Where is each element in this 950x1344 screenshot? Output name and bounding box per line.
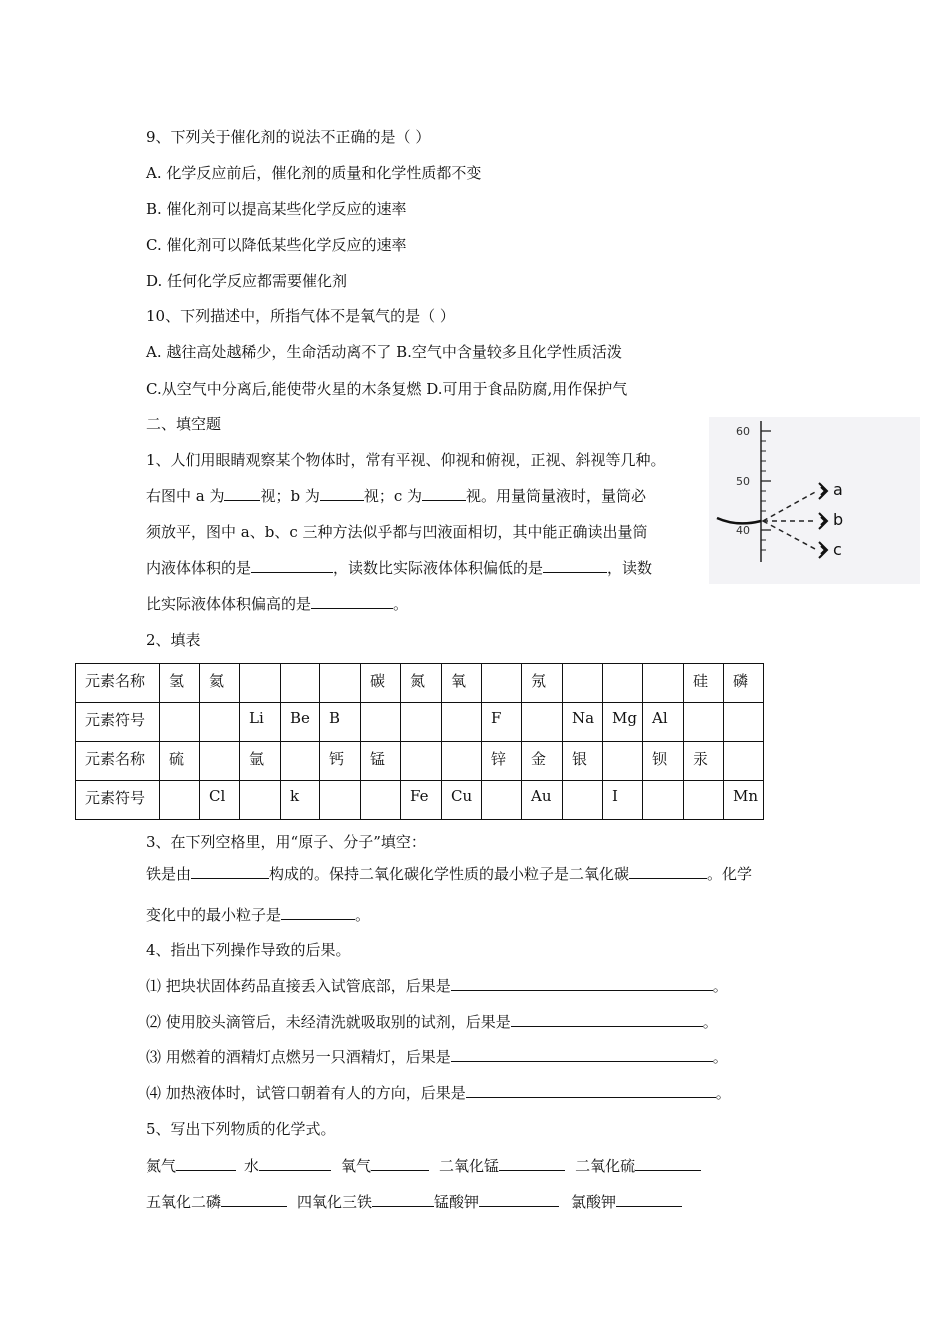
- eye-label-b: b: [833, 510, 844, 529]
- compound-name: 锰酸钾: [434, 1193, 480, 1211]
- table-cell[interactable]: [442, 703, 482, 742]
- element-table: [75, 663, 764, 820]
- table-cell: Mn: [724, 781, 764, 820]
- compound-name: 氧气: [341, 1157, 372, 1175]
- q10-stem: 10、下列描述中，所指气体不是氧气的是（ ）: [146, 307, 455, 325]
- answer-blank[interactable]: [466, 1083, 716, 1098]
- q10-options-ab: A. 越往高处越稀少，生命活动离不了 B.空气中含量较多且化学性质活泼: [146, 343, 622, 361]
- table-cell: 钡: [643, 742, 684, 781]
- table-cell: B: [320, 703, 361, 742]
- table-cell[interactable]: [522, 703, 563, 742]
- answer-blank[interactable]: [511, 1012, 703, 1027]
- compound-name: 五氧化二磷: [146, 1193, 222, 1211]
- eye-icon: [819, 542, 827, 558]
- compound-name: 二氧化硫: [575, 1157, 636, 1175]
- answer-blank[interactable]: [221, 1192, 287, 1207]
- table-row: [76, 781, 764, 820]
- f4-item-text: ⑶ 用燃着的酒精灯点燃另一只酒精灯，后果是: [146, 1048, 451, 1066]
- table-cell[interactable]: [200, 703, 240, 742]
- f4-item-1: [146, 976, 728, 996]
- f3-text: 构成的。保持二氧化碳化学性质的最小粒子是二氧化碳: [269, 865, 630, 883]
- answer-blank[interactable]: [311, 594, 393, 609]
- table-row: [76, 703, 764, 742]
- answer-blank[interactable]: [176, 1156, 236, 1171]
- f1-text: 视；c 为: [363, 487, 423, 505]
- f1-line3: 须放平，图中 a、b、c 三种方法似乎都与凹液面相切，其中能正确读出量筒: [146, 523, 648, 541]
- f4-item-text: ⑷ 加热液体时，试管口朝着有人的方向，后果是: [146, 1084, 466, 1102]
- table-cell[interactable]: [563, 664, 603, 703]
- table-cell: 氧: [442, 664, 482, 703]
- section-heading: 二、填空题: [146, 415, 222, 433]
- table-cell: Al: [643, 703, 684, 742]
- table-cell[interactable]: [281, 664, 320, 703]
- compound-name: 氯酸钾: [571, 1193, 617, 1211]
- f3-title: 3、在下列空格里，用“原子、分子”填空：: [146, 833, 426, 851]
- answer-blank[interactable]: [629, 864, 707, 879]
- table-cell[interactable]: [401, 742, 442, 781]
- eye-icon: [819, 513, 827, 529]
- table-cell: I: [603, 781, 643, 820]
- f4-end: 。: [712, 977, 728, 995]
- answer-blank[interactable]: [616, 1192, 682, 1207]
- f4-title: 4、指出下列操作导致的后果。: [146, 941, 351, 959]
- table-cell[interactable]: [240, 664, 281, 703]
- table-cell[interactable]: [401, 703, 442, 742]
- cylinder-diagram: [709, 417, 920, 584]
- f3-line1: [146, 864, 752, 884]
- sightline-a: [763, 491, 817, 521]
- table-cell: Cl: [200, 781, 240, 820]
- tick-label: 50: [736, 475, 750, 488]
- table-cell[interactable]: [643, 781, 684, 820]
- f4-item-text: ⑴ 把块状固体药品直接丢入试管底部，后果是: [146, 977, 451, 995]
- table-cell[interactable]: [160, 703, 200, 742]
- table-row: [76, 664, 764, 703]
- q9-option-b: B. 催化剂可以提高某些化学反应的速率: [146, 200, 407, 218]
- table-cell[interactable]: [684, 703, 724, 742]
- table-cell: Cu: [442, 781, 482, 820]
- table-cell[interactable]: [200, 742, 240, 781]
- f1-text: ，读数: [607, 559, 653, 577]
- table-cell[interactable]: [643, 664, 684, 703]
- row-header: 元素名称: [76, 664, 160, 703]
- table-cell: 锰: [361, 742, 401, 781]
- table-cell: Fe: [401, 781, 442, 820]
- f3-text: 。化学: [707, 865, 753, 883]
- f4-end: 。: [715, 1084, 731, 1102]
- table-cell: Mg: [603, 703, 643, 742]
- tick-label: 40: [736, 524, 750, 537]
- answer-blank[interactable]: [422, 486, 466, 501]
- answer-blank[interactable]: [224, 486, 260, 501]
- table-cell: 硅: [684, 664, 724, 703]
- answer-blank[interactable]: [251, 558, 333, 573]
- answer-blank[interactable]: [259, 1156, 331, 1171]
- f4-end: 。: [702, 1013, 718, 1031]
- f3-text: 变化中的最小粒子是: [146, 906, 282, 924]
- answer-blank[interactable]: [635, 1156, 701, 1171]
- q9-stem: 9、下列关于催化剂的说法不正确的是（ ）: [146, 128, 431, 146]
- f4-end: 。: [712, 1048, 728, 1066]
- table-cell: 氖: [522, 664, 563, 703]
- eye-label-c: c: [833, 540, 842, 559]
- sightline-c: [763, 521, 817, 550]
- table-cell[interactable]: [684, 781, 724, 820]
- table-cell[interactable]: [603, 742, 643, 781]
- f1-line4: [146, 558, 652, 578]
- table-cell[interactable]: [482, 781, 522, 820]
- f3-text: 。: [355, 906, 371, 924]
- f1-line5: [146, 594, 408, 614]
- row-header: 元素符号: [76, 781, 160, 820]
- f4-item-text: ⑵ 使用胶头滴管后，未经清洗就吸取别的试剂，后果是: [146, 1013, 511, 1031]
- table-cell[interactable]: [563, 781, 603, 820]
- measuring-cylinder-figure: [709, 417, 920, 584]
- table-cell: 银: [563, 742, 603, 781]
- table-cell: 碳: [361, 664, 401, 703]
- compound-name: 四氧化三铁: [297, 1193, 373, 1211]
- row-header: 元素名称: [76, 742, 160, 781]
- answer-blank[interactable]: [281, 905, 355, 920]
- f1-text: ，读数比实际液体体积偏低的是: [333, 559, 544, 577]
- table-cell[interactable]: [442, 742, 482, 781]
- f1-text: 。: [393, 595, 409, 613]
- f1-text: 视；b 为: [260, 487, 320, 505]
- answer-blank[interactable]: [451, 976, 713, 991]
- table-cell: 磷: [724, 664, 764, 703]
- table-cell: 汞: [684, 742, 724, 781]
- table-cell[interactable]: [240, 781, 281, 820]
- table-cell[interactable]: [320, 781, 361, 820]
- table-cell: F: [482, 703, 522, 742]
- f1-text: 内液体体积的是: [146, 559, 252, 577]
- table-cell: 锌: [482, 742, 522, 781]
- f1-text: 视。用量筒量液时，量筒必: [466, 487, 647, 505]
- f5-row1: [146, 1156, 701, 1176]
- f5-title: 5、写出下列物质的化学式。: [146, 1120, 336, 1138]
- table-cell: 氦: [200, 664, 240, 703]
- answer-blank[interactable]: [499, 1156, 565, 1171]
- table-cell: 氮: [401, 664, 442, 703]
- table-cell: k: [281, 781, 320, 820]
- table-cell[interactable]: [724, 703, 764, 742]
- table-cell[interactable]: [724, 742, 764, 781]
- table-cell: 金: [522, 742, 563, 781]
- table-cell: Au: [522, 781, 563, 820]
- eye-icon: [819, 483, 827, 499]
- q9-option-d: D. 任何化学反应都需要催化剂: [146, 272, 348, 290]
- table-cell[interactable]: [160, 781, 200, 820]
- table-cell[interactable]: [320, 664, 361, 703]
- table-cell[interactable]: [603, 664, 643, 703]
- compound-name: 二氧化锰: [439, 1157, 500, 1175]
- f4-item-2: [146, 1012, 718, 1032]
- table-cell: Na: [563, 703, 603, 742]
- table-cell: Li: [240, 703, 281, 742]
- row-header: 元素符号: [76, 703, 160, 742]
- table-cell: 钙: [320, 742, 361, 781]
- f4-item-3: [146, 1047, 728, 1067]
- table-cell[interactable]: [482, 664, 522, 703]
- answer-blank[interactable]: [371, 1156, 429, 1171]
- f3-line2: [146, 905, 370, 925]
- f1-line1: 1、人们用眼睛观察某个物体时，常有平视、仰视和俯视，正视、斜视等几种。: [146, 451, 666, 469]
- q10-options-cd: C.从空气中分离后,能使带火星的木条复燃 D.可用于食品防腐,用作保护气: [146, 380, 628, 398]
- table-cell[interactable]: [281, 742, 320, 781]
- answer-blank[interactable]: [191, 864, 269, 879]
- answer-blank[interactable]: [451, 1047, 713, 1062]
- f3-text: 铁是由: [146, 865, 192, 883]
- table-cell: 氩: [240, 742, 281, 781]
- f1-text: 右图中 a 为: [146, 487, 225, 505]
- table-cell: 硫: [160, 742, 200, 781]
- meniscus: [717, 518, 761, 523]
- tick-label: 60: [736, 425, 750, 438]
- table-cell[interactable]: [361, 703, 401, 742]
- answer-blank[interactable]: [543, 558, 607, 573]
- q9-option-c: C. 催化剂可以降低某些化学反应的速率: [146, 236, 407, 254]
- q9-option-a: A. 化学反应前后，催化剂的质量和化学性质都不变: [146, 164, 482, 182]
- table-cell: 氢: [160, 664, 200, 703]
- f5-row2: [146, 1192, 682, 1212]
- f4-item-4: [146, 1083, 731, 1103]
- table-cell[interactable]: [361, 781, 401, 820]
- answer-blank[interactable]: [320, 486, 364, 501]
- eye-label-a: a: [833, 480, 843, 499]
- table-row: [76, 742, 764, 781]
- f2-title: 2、填表: [146, 631, 201, 649]
- answer-blank[interactable]: [372, 1192, 434, 1207]
- compound-name: 氮气: [146, 1157, 177, 1175]
- table-cell: Be: [281, 703, 320, 742]
- f1-text: 比实际液体体积偏高的是: [146, 595, 312, 613]
- f1-line2: [146, 486, 646, 506]
- compound-name: 水: [244, 1157, 260, 1175]
- answer-blank[interactable]: [479, 1192, 559, 1207]
